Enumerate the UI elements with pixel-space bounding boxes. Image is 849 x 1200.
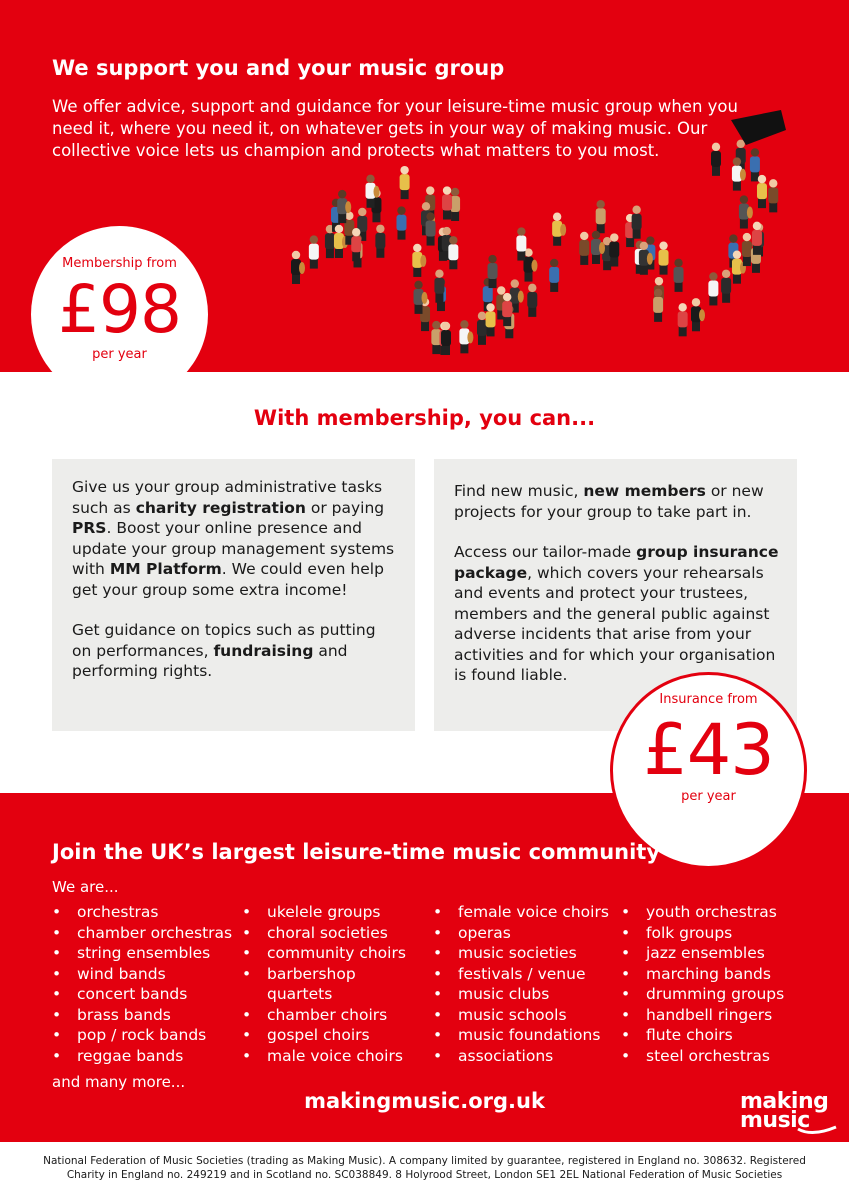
group-type-item: • concert bands xyxy=(52,985,188,1003)
membership-price: £98 xyxy=(58,271,181,348)
membership-label: Membership from xyxy=(62,256,177,271)
bullet-icon: • xyxy=(433,903,443,921)
musician-figure xyxy=(739,195,753,228)
bullet-icon: • xyxy=(621,1046,631,1065)
musician-figure xyxy=(477,312,487,345)
insurance-label: Insurance from xyxy=(659,692,758,707)
musician-figure xyxy=(396,206,406,239)
musician-figure xyxy=(757,175,767,208)
bullet-icon: • xyxy=(52,944,62,962)
benefit-music-paragraph: Find new music, new members or new projects for your group to take part in. xyxy=(454,482,764,521)
group-type-item: • reggae bands xyxy=(52,1046,184,1065)
bullet-icon: • xyxy=(242,1026,252,1044)
bullet-icon: • xyxy=(621,1005,631,1024)
bullet-icon: • xyxy=(433,964,443,983)
footer-line-2: Charity in England no. 249219 and in Scotland no. SC038849. 8 Holyrood Street, London SE1 2EL National Federation of Music Societies xyxy=(66,1169,783,1181)
footer-line-1: National Federation of Music Societies (trading as Making Music). A company limited by guarantee, registered in England no. 308632. Registered xyxy=(43,1155,806,1167)
bullet-icon: • xyxy=(52,964,62,983)
group-type-item: • brass bands xyxy=(52,1005,171,1024)
group-types-column-2 xyxy=(242,902,442,1066)
musician-figure xyxy=(448,236,458,269)
musician-figure xyxy=(459,320,473,353)
musician-figure xyxy=(708,272,718,305)
group-type-item: • flute choirs xyxy=(621,1026,733,1044)
group-types-column-1 xyxy=(52,902,252,1066)
bullet-icon: • xyxy=(242,964,252,983)
musician-figure xyxy=(434,270,444,303)
bullet-icon: • xyxy=(433,985,443,1003)
logo-swoosh-icon xyxy=(740,1115,840,1145)
musician-figure xyxy=(674,259,684,292)
intro-text: We offer advice, support and guidance for your leisure-time music group when you need it, where you need it, on whatever gets in your way of making music. Our collective voice lets us champion and protects what matters to you most. xyxy=(52,97,738,160)
group-type-item: • folk groups xyxy=(621,923,733,942)
musician-figure xyxy=(400,166,410,199)
musician-figure xyxy=(691,298,705,331)
group-type-item: • gospel choirs xyxy=(242,1026,370,1044)
group-type-item: • chamber choirs xyxy=(242,1005,388,1024)
musician-figure xyxy=(711,143,721,176)
musicians-crowd-illustration xyxy=(276,100,796,360)
group-type-item: • female voice choirs xyxy=(433,903,609,921)
musician-figure xyxy=(441,322,451,355)
website-link[interactable]: makingmusic.org.uk xyxy=(304,1089,545,1113)
musician-figure xyxy=(442,186,452,219)
group-type-item: • associations xyxy=(433,1046,554,1065)
bullet-icon: • xyxy=(52,1046,62,1065)
community-heading: Join the UK’s largest leisure-time music community xyxy=(52,840,661,864)
bullet-icon: • xyxy=(621,1026,631,1044)
bullet-icon: • xyxy=(52,903,62,921)
group-type-item: • drumming groups xyxy=(621,985,785,1003)
musician-figure xyxy=(579,232,589,265)
making-music-logo xyxy=(740,1089,840,1133)
logo-line-2: music xyxy=(740,1108,810,1133)
bullet-icon: • xyxy=(242,944,252,962)
group-type-item: • marching bands xyxy=(621,964,771,983)
group-type-item: • choral societies xyxy=(242,923,388,942)
musician-figure xyxy=(752,222,762,255)
musician-figure xyxy=(596,200,606,233)
musician-figure xyxy=(552,213,566,246)
group-types-column-4 xyxy=(621,902,821,1066)
bullet-icon: • xyxy=(242,1005,252,1024)
group-type-item: • string ensembles xyxy=(52,944,211,962)
group-type-item: • chamber orchestras xyxy=(52,923,233,942)
group-type-item: quartets xyxy=(267,985,333,1003)
musician-figure xyxy=(527,284,537,317)
musician-figure xyxy=(768,179,778,212)
bullet-icon: • xyxy=(52,1005,62,1024)
group-type-item: • music societies xyxy=(433,944,577,962)
group-type-item: • male voice choirs xyxy=(242,1046,403,1065)
group-types-column-3 xyxy=(433,902,633,1066)
bullet-icon: • xyxy=(52,985,62,1003)
piano-icon xyxy=(731,110,786,145)
musician-figure xyxy=(486,303,496,336)
bullet-icon: • xyxy=(433,944,443,962)
musician-figure xyxy=(309,235,319,268)
bullet-icon: • xyxy=(621,903,631,921)
group-type-item: • ukelele groups xyxy=(242,903,381,921)
bullet-icon: • xyxy=(621,964,631,983)
benefit-insurance-paragraph: Access our tailor-made group insurance package, which covers your rehearsals and events and protect your trustees, members and the general public against adverse incidents that arise from your activities and for which your organisation is found liable. xyxy=(454,543,779,684)
bullet-icon: • xyxy=(621,985,631,1003)
bullet-icon: • xyxy=(433,1005,443,1024)
group-type-item: • orchestras xyxy=(52,903,159,921)
group-type-item: • operas xyxy=(433,923,511,942)
group-type-item: • music schools xyxy=(433,1005,567,1024)
group-type-item: • wind bands xyxy=(52,964,166,983)
group-type-item: • barbershop xyxy=(242,964,356,983)
benefits-panel-left xyxy=(52,459,415,731)
page-title: We support you and your music group xyxy=(52,56,505,80)
group-type-item: • community choirs xyxy=(242,944,406,962)
musician-figure xyxy=(375,225,385,258)
insurance-price: £43 xyxy=(643,709,774,791)
bullet-icon: • xyxy=(242,923,252,942)
bullet-icon: • xyxy=(433,923,443,942)
group-type-item: • steel orchestras xyxy=(621,1046,770,1065)
we-are-label: We are... xyxy=(52,878,119,896)
bullet-icon: • xyxy=(621,923,631,942)
musician-figure xyxy=(549,259,559,292)
insurance-period: per year xyxy=(681,789,736,804)
bullet-icon: • xyxy=(433,1026,443,1044)
musician-figure xyxy=(609,233,619,266)
musician-figure xyxy=(523,248,537,281)
benefit-guidance-paragraph: Get guidance on topics such as putting on performances, fundraising and performing rights. xyxy=(72,621,376,680)
musician-figure xyxy=(750,148,760,181)
logo-line-1: making xyxy=(740,1089,829,1114)
group-type-item: • handbell ringers xyxy=(621,1005,773,1024)
musician-figure xyxy=(632,206,642,239)
bullet-icon: • xyxy=(52,923,62,942)
bullet-icon: • xyxy=(433,1046,443,1065)
musician-figure xyxy=(516,227,526,260)
musician-figure xyxy=(653,289,663,322)
musician-figure xyxy=(659,241,669,274)
membership-period: per year xyxy=(92,347,147,362)
group-type-item: • music foundations xyxy=(433,1026,601,1044)
benefit-admin-paragraph: Give us your group administrative tasks such as charity registration or paying PRS. Boost your online presence and update your group management systems with MM Platform. We could even help get your group some extra income! xyxy=(72,478,395,599)
musician-figure xyxy=(678,303,688,336)
and-many-more-text: and many more... xyxy=(52,1073,186,1091)
group-type-item: • youth orchestras xyxy=(621,903,777,921)
legal-footer xyxy=(40,1154,809,1182)
bullet-icon: • xyxy=(621,944,631,962)
bullet-icon: • xyxy=(242,903,252,921)
musician-figure xyxy=(502,293,512,326)
group-type-item: • jazz ensembles xyxy=(621,944,765,962)
musician-figure xyxy=(412,244,426,277)
musician-figure xyxy=(351,228,361,261)
musician-figure xyxy=(742,233,752,266)
musician-figure xyxy=(488,255,498,288)
benefits-heading: With membership, you can... xyxy=(253,406,596,430)
musician-figure xyxy=(721,270,731,303)
group-type-item: • music clubs xyxy=(433,985,550,1003)
group-type-item: • pop / rock bands xyxy=(52,1026,207,1044)
membership-price-badge xyxy=(31,226,208,403)
bullet-icon: • xyxy=(242,1046,252,1065)
group-type-item: • festivals / venue xyxy=(433,964,586,983)
bullet-icon: • xyxy=(52,1026,62,1044)
musician-figure xyxy=(291,251,305,284)
musician-figure xyxy=(426,212,436,245)
